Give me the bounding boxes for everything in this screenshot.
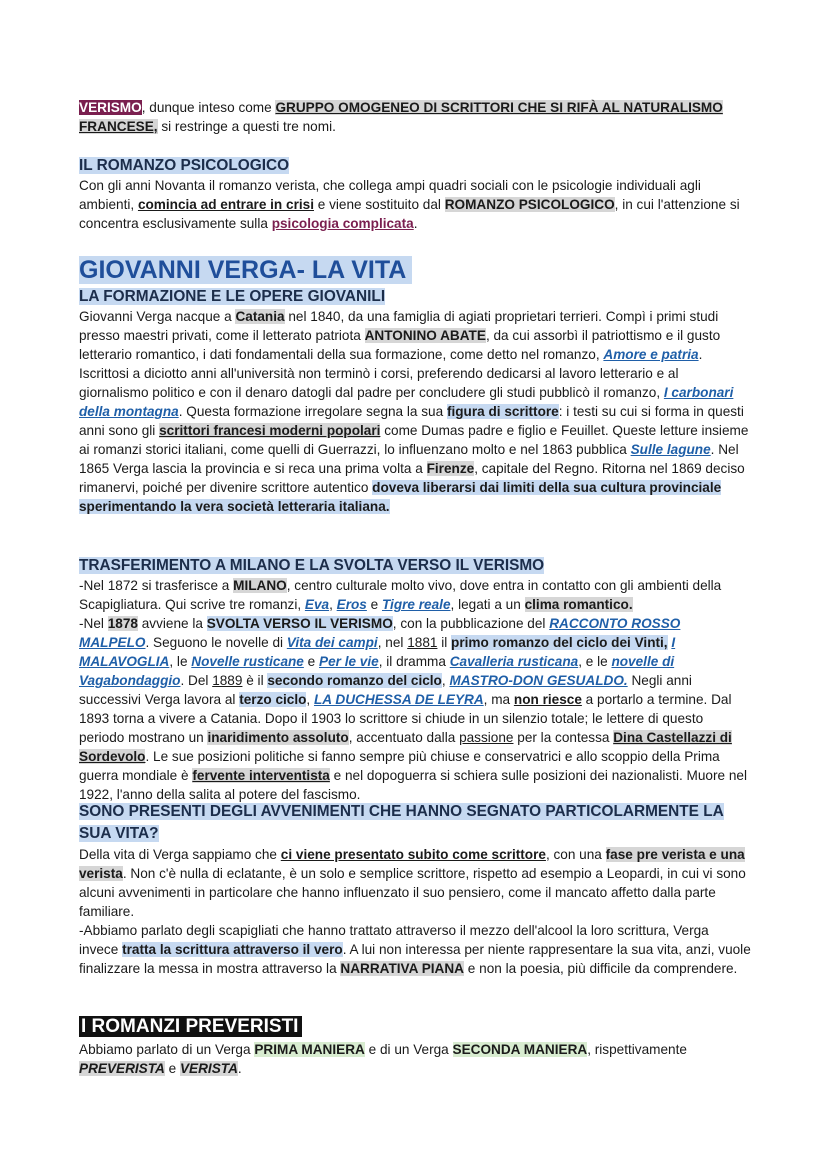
link-carbonari[interactable]: I carbonari della montagna <box>79 385 734 419</box>
page-title: GIOVANNI VERGA- LA VITA <box>79 254 751 286</box>
heading-avvenimenti: SONO PRESENTI DEGLI AVVENIMENTI CHE HANNO SEGNATO PARTICOLARMENTE LA SUA VITA? <box>79 803 724 842</box>
section-milano: TRASFERIMENTO A MILANO E LA SVOLTA VERSO IL VERISMO -Nel 1872 si trasferisce a MILANO, centro culturale molto vivo, dove entra in contatto con gli ambienti della Scapigliatura. Qui scrive tre romanzi, Eva, Eros e Tigre reale, legati a un clima romantico. -Nel 1878 avviene la SVOLTA VERSO IL VERISMO, con la pubblicazione del RACCONTO ROSSO MALPELO. Seguono le novelle di Vita dei campi, nel 1881 il primo romanzo del ciclo dei Vinti, I MALAVOGLIA, le Novelle rusticane e Per le vie, il dramma Cavalleria rusticana, e le novelle di Vagabondaggio. Del 1889 è il secondo romanzo del ciclo, MASTRO-DON GESUALDO. Negli anni successivi Verga lavora al terzo ciclo, LA DUCHESSA DE LEYRA, ma non riesce a portarlo a termine. Dal 1893 torna a vivere a Catania. Dopo il 1903 lo scrittore si chiude in un silenzio totale; le lettere di questo periodo mostrano un inaridimento assoluto, accentuato dalla passione per la contessa Dina Castellazzi di Sordevolo. Le sue posizioni politiche si fanno sempre più chiuse e conservatrici e allo scoppio della Prima guerra mondiale è fervente interventista e nel dopoguerra si schiera sulle posizioni dei nazionalisti. Muore nel 1922, l'anno della salita al potere del fascismo. <box>79 556 751 804</box>
gruppo-highlight: GRUPPO OMOGENEO DI SCRITTORI CHE SI RIFÀ AL NATURALISMO FRANCESE, <box>79 100 723 134</box>
section-avvenimenti: SONO PRESENTI DEGLI AVVENIMENTI CHE HANNO SEGNATO PARTICOLARMENTE LA SUA VITA? Della vita di Verga sappiamo che ci viene presentato subito come scrittore, con una fase pre verista e una verista. Non c'è nulla di eclatante, è un solo e semplice scrittore, rispetto ad esempio a Leopardi, in cui vi sono alcuni avvenimenti in particolare che hanno influenzato il suo pensiero, come il mancato affetto dalla parte familiare. -Abbiamo parlato degli scapigliati che hanno trattato attraverso il mezzo dell'alcool la loro scrittura, Verga invece tratta la scrittura attraverso il vero. A lui non interessa per niente rappresentare la sua vita, anzi, vuole finalizzare la messa in mostra attraverso la NARRATIVA PIANA e non la poesia, più difficile da comprendere. <box>79 803 751 976</box>
link-malavoglia[interactable]: I MALAVOGLIA <box>79 635 676 669</box>
link-eros[interactable]: Eros <box>336 597 367 612</box>
heading-preveristi: I ROMANZI PREVERISTI <box>79 1014 751 1040</box>
section-preveristi: I ROMANZI PREVERISTI Abbiamo parlato di un Verga PRIMA MANIERA e di un Verga SECONDA MANIERA, rispettivamente PREVERISTA e VERISTA. <box>79 1014 751 1078</box>
link-rosso-malpelo[interactable]: RACCONTO ROSSO MALPELO <box>79 616 681 650</box>
link-vagabondaggio[interactable]: novelle di Vagabondaggio <box>79 654 675 688</box>
heading-romanzo-psicologico: IL ROMANZO PSICOLOGICO <box>79 157 290 174</box>
heading-milano: TRASFERIMENTO A MILANO E LA SVOLTA VERSO IL VERISMO <box>79 557 545 574</box>
section-romanzo-psicologico: IL ROMANZO PSICOLOGICO Con gli anni Novanta il romanzo verista, che collega ampi quadri sociali con le psicologie individuali agli ambienti, comincia ad entrare in crisi e viene sostituito dal ROMANZO PSICOLOGICO, in cui l'attenzione si concentra esclusivamente sulla psicologia complicata. <box>79 156 751 233</box>
link-cavalleria[interactable]: Cavalleria rusticana <box>449 654 579 669</box>
link-gesualdo[interactable]: MASTRO-DON GESUALDO. <box>449 673 628 688</box>
link-vita-dei-campi[interactable]: Vita dei campi <box>286 635 378 650</box>
link-per-le-vie[interactable]: Per le vie <box>319 654 379 669</box>
link-amore-e-patria[interactable]: Amore e patria <box>603 347 699 362</box>
link-tigre-reale[interactable]: Tigre reale <box>382 597 451 612</box>
intro-paragraph: VERISMO, dunque inteso come GRUPPO OMOGENEO DI SCRITTORI CHE SI RIFÀ AL NATURALISMO FRANCESE, si restringe a questi tre nomi. <box>79 100 723 134</box>
link-sulle-lagune[interactable]: Sulle lagune <box>630 442 711 457</box>
heading-formazione: LA FORMAZIONE E LE OPERE GIOVANILI <box>79 288 386 305</box>
link-novelle-rusticane[interactable]: Novelle rusticane <box>191 654 304 669</box>
link-duchessa-de-leyra[interactable]: LA DUCHESSA DE LEYRA <box>313 692 484 707</box>
verismo-highlight: VERISMO <box>79 100 142 115</box>
section-vita: GIOVANNI VERGA- LA VITA LA FORMAZIONE E LE OPERE GIOVANILI Giovanni Verga nacque a Catania nel 1840, da una famiglia di agiati proprietari terrieri. Compì i primi studi presso maestri privati, come il letterato patriota ANTONINO ABATE, da cui assorbì il patriottismo e il gusto letterario romantico, i dati fondamentali della sua formazione, come detto nel romanzo, Amore e patria. Iscrittosi a diciotto anni all'università non terminò i corsi, preferendo dedicarsi al lavoro letterario e al giornalismo politico e con il denaro datogli dal padre per concludere gli studi pubblicò il romanzo, I carbonari della montagna. Questa formazione irregolare segna la sua figura di scrittore: i testi su cui si forma in questi anni sono gli scrittori francesi moderni popolari come Dumas padre e figlio e Feuillet. Queste letture insieme ai romanzi storici italiani, come quelli di Guerrazzi, lo influenzano molto e nel 1863 pubblica Sulle lagune. Nel 1865 Verga lascia la provincia e si reca una prima volta a Firenze, capitale del Regno. Ritorna nel 1869 deciso rimanervi, poiché per divenire scrittore autentico doveva liberarsi dai limiti della sua cultura provinciale sperimentando la vera società letteraria italiana. <box>79 254 751 516</box>
link-eva[interactable]: Eva <box>304 597 330 612</box>
